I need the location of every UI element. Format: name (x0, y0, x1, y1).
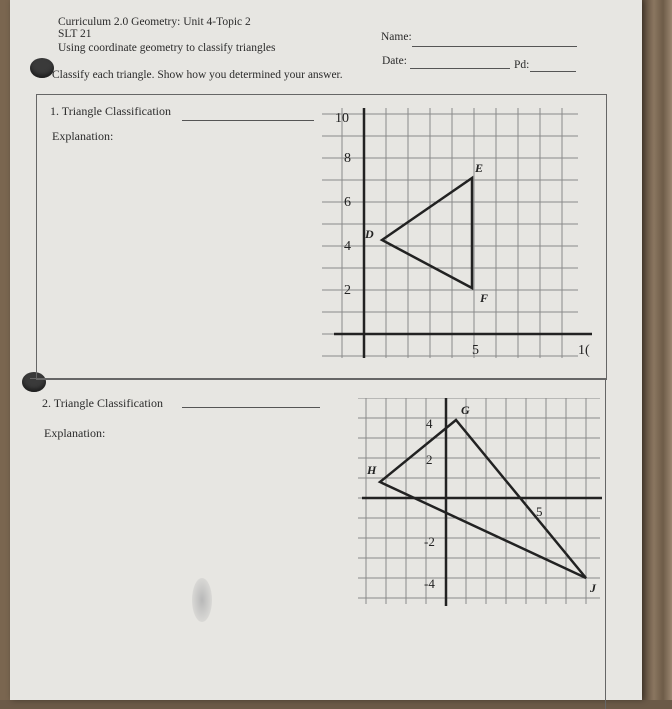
graph-2-y-tick-2: 2 (426, 452, 433, 467)
table-surface-left (0, 0, 10, 700)
name-field[interactable] (412, 46, 577, 47)
graph-1 (322, 108, 592, 364)
vertex-d-label: D (365, 227, 374, 241)
problem-2-title: 2. Triangle Classification (42, 396, 163, 410)
problem-1-title: 1. Triangle Classification (50, 104, 171, 118)
graph-1-y-tick-10: 10 (335, 111, 349, 126)
problem-2-explanation-label: Explanation: (44, 426, 106, 440)
vertex-h-label: H (367, 463, 377, 477)
date-field[interactable] (410, 68, 510, 69)
pencil-smudge (192, 578, 212, 622)
triangle-def (382, 178, 472, 288)
graph-1-y-tick-2: 2 (344, 283, 351, 298)
graph-1-x-tick-10: 1( (578, 343, 590, 358)
graph-1-grid (322, 108, 578, 358)
vertex-f-label: F (480, 291, 489, 305)
topic-label: Using coordinate geometry to classify triangles (58, 42, 276, 54)
graph-1-y-tick-6: 6 (344, 195, 351, 210)
name-label: Name: (381, 31, 412, 43)
graph-2-y-tick-neg4: -4 (424, 576, 435, 591)
binder-hole-top (30, 58, 54, 78)
graph-2 (358, 398, 602, 606)
vertex-e-label: E (475, 161, 484, 175)
course-title: Curriculum 2.0 Geometry: Unit 4-Topic 2 (58, 16, 251, 28)
slt-label: SLT 21 (58, 28, 92, 40)
graph-2-grid (358, 398, 600, 604)
date-label: Date: (382, 55, 407, 67)
instructions: Classify each triangle. Show how you determined your answer. (52, 69, 343, 81)
graph-2-y-tick-4: 4 (426, 416, 433, 431)
problem-1-explanation-label: Explanation: (52, 129, 114, 143)
problem-2-answer-field[interactable] (182, 407, 320, 408)
table-surface-right (642, 0, 672, 700)
problem-1-answer-field[interactable] (182, 120, 314, 121)
pd-field[interactable] (530, 71, 576, 72)
vertex-g-label: G (461, 403, 470, 417)
graph-2-y-tick-neg2: -2 (424, 534, 435, 549)
graph-1-y-tick-4: 4 (344, 239, 351, 254)
pd-label: Pd: (514, 59, 530, 71)
graph-1-x-tick-5: 5 (472, 343, 479, 358)
vertex-j-label: J (590, 581, 596, 595)
graph-2-x-tick-5: 5 (536, 504, 543, 519)
graph-1-y-tick-8: 8 (344, 151, 351, 166)
